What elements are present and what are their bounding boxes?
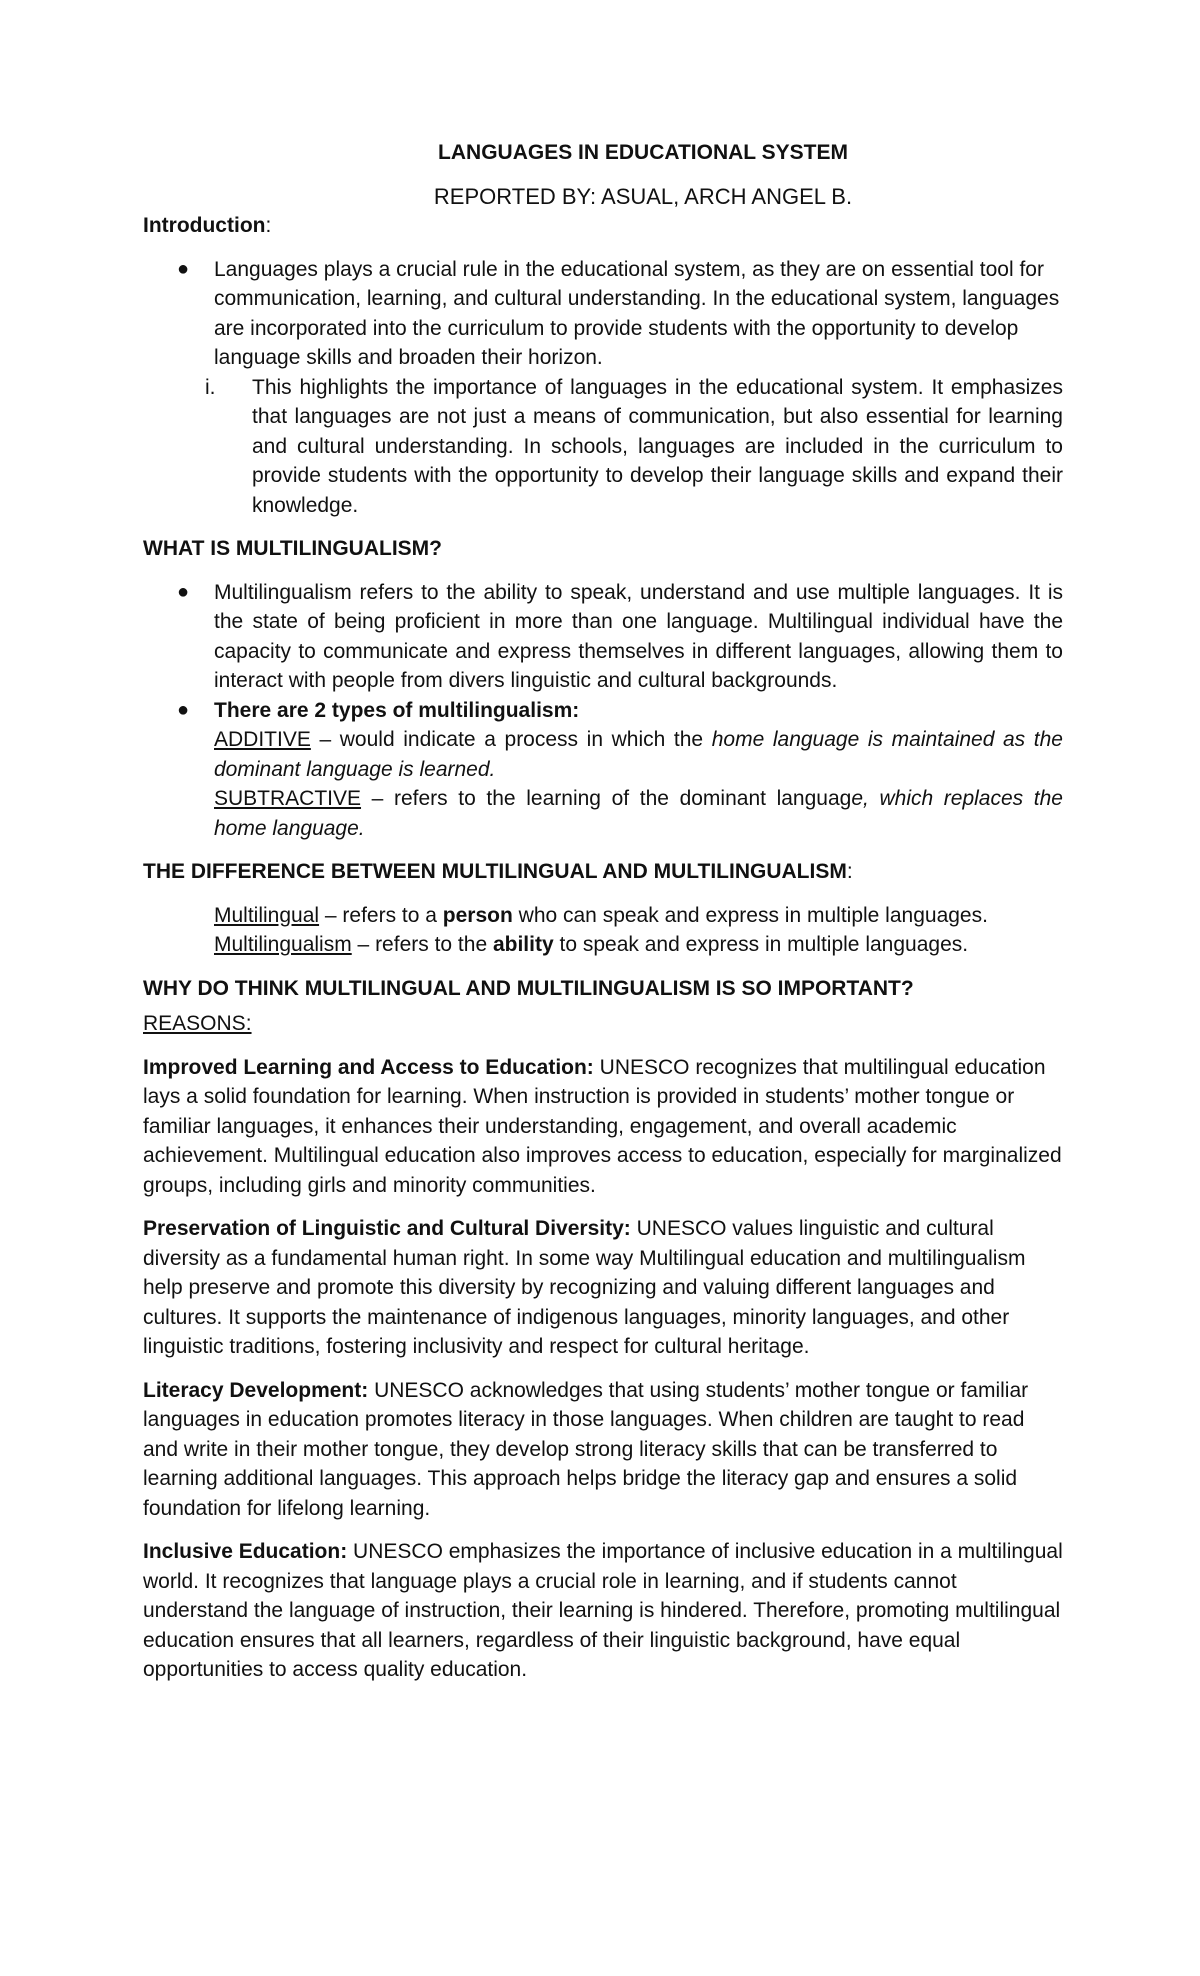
difference-heading-text: THE DIFFERENCE BETWEEN MULTILINGUAL AND MULTILINGUALISM (143, 860, 847, 883)
multilingualism-term: Multilingualism (214, 933, 352, 956)
additive-text: – would indicate a process in which the (310, 728, 712, 751)
reason-text: UNESCO values linguistic and cultural diversity as a fundamental human right. In some way Multilingual education and multilingualism help preserve and promote this diversity by recognizing and valuing different languages and cultures. It supports the maintenance of indigenous languages, minority languages, and other linguistic traditions, fostering inclusivity and respect for cultural heritage. (143, 1217, 1026, 1358)
multilingualism-pre: – refers to the (351, 933, 493, 956)
intro-list (143, 255, 1063, 373)
multilingual-term: Multilingual (214, 903, 320, 927)
multilingualism-heading: WHAT IS MULTILINGUALISM? (143, 537, 443, 560)
subtractive-italic: e, which replaces the home language. (214, 787, 1063, 840)
reason-paragraph (143, 1053, 1063, 1201)
reason-text: UNESCO emphasizes the importance of inclusive education in a multilingual world. It recognizes that language plays a crucial role in learning, and if students cannot understand the language of instruction, their learning is hindered. Therefore, promoting multilingual education ensures that all learners, regardless of their linguistic background, have equal opportunities to access quality education. (143, 1540, 1063, 1681)
multilingualism-definition (143, 930, 1063, 960)
subtractive-term: SUBTRACTIVE (214, 787, 362, 810)
bullet-icon: ● (177, 257, 190, 280)
reason-text: UNESCO acknowledges that using students’ mother tongue or familiar languages in education promotes literacy in those languages. When children are taught to read and write in their mother tongue, they develop strong literacy skills that can be transferred to learning additional languages. This approach helps bridge the literacy gap and ensures a solid foundation for lifelong learning. (143, 1378, 1029, 1520)
reason-title: Literacy Development: (143, 1378, 369, 1402)
reason-paragraph (143, 1376, 1063, 1524)
introduction-colon: : (265, 214, 272, 237)
why-heading: WHY DO THINK MULTILINGUAL AND MULTILINGUALISM IS SO IMPORTANT? (143, 976, 914, 1000)
multilingualism-list (143, 578, 1063, 844)
reason-title: Inclusive Education: (143, 1540, 348, 1563)
multilingualism-bullet-text: Multilingualism refers to the ability to speak, understand and use multiple languages. It is the state of being proficient in more than one language. Multilingual individual have the capacity to communicate and express themselves in different languages, allowing them to interact with people from divers linguistic and cultural backgrounds. (214, 580, 1063, 692)
additive-term: ADDITIVE (214, 728, 311, 751)
sub-item-number: i. (205, 375, 216, 399)
multilingual-bold: person (442, 903, 513, 927)
reason-paragraph (143, 1214, 1063, 1362)
intro-bullet-text: Languages plays a crucial rule in the educational system, as they are on essential tool for communication, learning, and cultural understanding. In the educational system, languages are incorporated into the curriculum to provide students with the opportunity to develop language skills and broaden their horizon. (214, 257, 1060, 369)
subtractive-text: – refers to the learning of the dominant languag (361, 787, 852, 810)
reason-paragraph (143, 1537, 1063, 1685)
sub-item-text: This highlights the importance of languages in the educational system. It emphasizes that languages are not just a means of communication, but also essential for learning and cultural understanding. In schools, languages are included in the curriculum to provide students with the opportunity to develop their language skills and expand their knowledge. (252, 375, 1063, 517)
intro-sub-item (143, 373, 1063, 521)
multilingualism-post: to speak and express in multiple languages. (553, 933, 969, 956)
document-body (143, 138, 1063, 1685)
multilingualism-bold: ability (492, 933, 554, 956)
document-title: LANGUAGES IN EDUCATIONAL SYSTEM (438, 141, 848, 164)
multilingualism-bullet (143, 578, 1063, 696)
bullet-icon: ● (177, 698, 190, 721)
reason-text: UNESCO recognizes that multilingual education lays a solid foundation for learning. When instruction is provided in students’ mother tongue or familiar languages, it enhances their understanding, engagement, and overall academic achievement. Multilingual education also improves access to education, especially for marginalized groups, including girls and minority communities. (143, 1055, 1062, 1197)
introduction-label-text: Introduction (143, 214, 266, 237)
multilingual-post: who can speak and express in multiple languages. (512, 903, 988, 927)
difference-colon: : (846, 860, 853, 883)
subtractive-definition (214, 784, 1063, 843)
types-bullet (143, 696, 1063, 844)
multilingual-definition (143, 901, 1063, 931)
types-heading: There are 2 types of multilingualism: (214, 698, 580, 722)
additive-italic: home language is maintained as the dominant language is learned. (214, 728, 1063, 781)
multilingual-pre: – refers to a (319, 903, 443, 927)
reasons-label: REASONS: (143, 1012, 252, 1035)
introduction-label (143, 211, 1063, 241)
reason-title: Improved Learning and Access to Education: (143, 1055, 594, 1079)
intro-bullet (143, 255, 1063, 373)
difference-heading (143, 857, 1063, 887)
additive-definition (214, 725, 1063, 784)
reporter-line: REPORTED BY: ASUAL, ARCH ANGEL B. (433, 183, 853, 209)
bullet-icon: ● (177, 580, 190, 603)
reason-title: Preservation of Linguistic and Cultural Diversity: (143, 1217, 631, 1240)
